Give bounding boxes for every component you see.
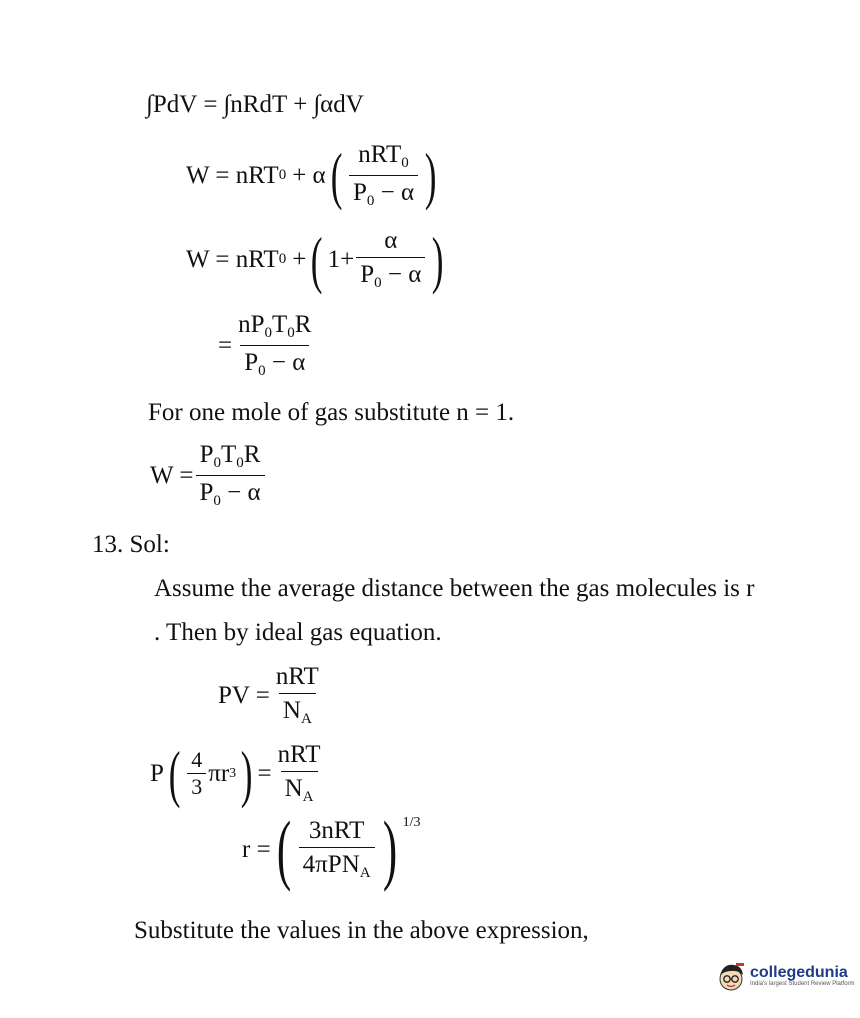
eq1-equals: =: [203, 91, 218, 118]
equation-work-step2: W = nRT 0 + ( 1+ $\frac{\alpha}{P_0 - \alpha}$ ): [186, 223, 444, 295]
eq2-num: nRT: [358, 141, 402, 168]
logo-tagline: India's largest Student Review Platform: [750, 981, 855, 988]
eq5-lhs: W =: [150, 462, 194, 489]
eq1-term2: ∫αdV: [313, 91, 364, 118]
eq2-lhs: W = nRT: [186, 162, 279, 189]
r-lhs: r =: [242, 836, 271, 863]
eq3-op: +: [292, 246, 307, 273]
solution-heading: 13. Sol:: [92, 531, 170, 558]
sphere-equals: =: [257, 760, 272, 787]
equation-work-integral: [146, 92, 364, 117]
eq1-term1: ∫nRdT: [223, 91, 288, 118]
eq1-lhs: ∫PdV: [146, 91, 198, 118]
pv-lhs: PV =: [218, 682, 270, 709]
equation-sphere-volume: P ( $\frac{4}{3}$ πr 3 ) = $\frac{\text{nRT}}{N_A}$: [150, 742, 327, 805]
equation-radius: r = ( $\frac{\text{3nRT}}{4\pi PN_A}$ ) 1/3: [242, 805, 421, 893]
sphere-p: P: [150, 760, 164, 787]
one-mole-text: For one mole of gas substitute n = 1.: [148, 399, 515, 426]
r-fraction: $\frac{\text{3nRT}}{4\pi PN_A}$: [299, 818, 375, 881]
assume-line-1: Assume the average distance between the gas molecules is r: [154, 575, 755, 602]
mascot-icon: [716, 960, 746, 994]
pv-fraction: $\frac{\text{nRT}}{N_A}$: [275, 663, 319, 727]
eq3-num: α: [384, 227, 398, 254]
eq1-plus: +: [293, 91, 308, 118]
substitute-text: Substitute the values in the above expression,: [134, 917, 589, 944]
eq3-lhs: W = nRT: [186, 246, 279, 273]
collegedunia-logo: [716, 960, 855, 994]
eq3-fraction: $\frac{\alpha}{P_0 - \alpha}$: [356, 228, 425, 291]
sphere-fraction: $\frac{\text{nRT}}{N_A}$: [277, 741, 321, 805]
r-power: 1/3: [402, 815, 421, 830]
four-thirds-fraction: $\frac{4}{3}$: [187, 749, 206, 798]
eq2-fraction: $\frac{nRT_0}{P_0 - \alpha}$: [349, 142, 418, 209]
equation-work-one-mole: [150, 442, 267, 509]
equation-work-result: [218, 312, 317, 379]
sphere-pir: πr: [208, 760, 230, 787]
eq3-one: 1+: [327, 246, 355, 273]
equation-work-step1: W = nRT 0 + α ( $\frac{nRT_0}{P_0 - \alpha}$ ): [186, 139, 437, 211]
eq2-sub: 0: [278, 167, 287, 183]
eq4-fraction: $\frac{nP_0T_0R}{P_0 - \alpha}$: [238, 311, 312, 379]
eq5-fraction: $\frac{P_0T_0R}{P_0 - \alpha}$: [196, 442, 265, 509]
eq4-equals: =: [218, 332, 233, 359]
equation-ideal-gas: [218, 664, 325, 727]
eq2-op: + α: [292, 162, 326, 189]
assume-line-2: . Then by ideal gas equation.: [154, 619, 442, 646]
eq2-den: P: [352, 179, 367, 206]
logo-name: collegedunia: [750, 964, 848, 982]
